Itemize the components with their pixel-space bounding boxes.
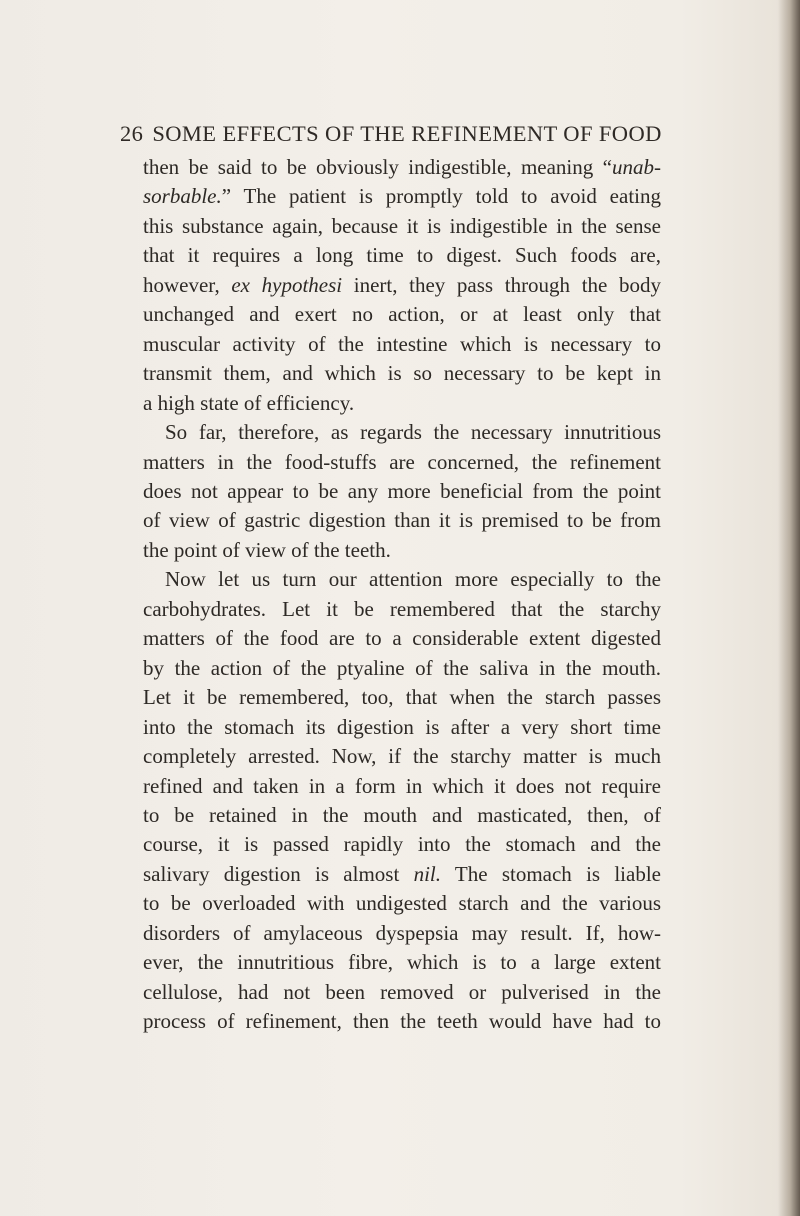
text-line: to be overloaded with undigested starch and the various xyxy=(143,891,661,916)
text-line: this substance again, because it is indigestible in the sense xyxy=(143,213,661,238)
text-line: ever, the innutritious fibre, which is to a large extent xyxy=(143,950,661,975)
text-line: carbohydrates. Let it be remembered that the starchy xyxy=(143,596,661,621)
text-line: course, it is passed rapidly into the stomach and the xyxy=(143,832,661,857)
text-line: Let it be remembered, too, that when the starch passes xyxy=(143,685,661,710)
text-line: into the stomach its digestion is after a very short time xyxy=(143,714,661,739)
page-number: 26 xyxy=(120,121,144,146)
text-line: Now let us turn our attention more especially to the xyxy=(165,567,661,592)
page-edge-shadow xyxy=(778,0,800,1216)
text-line: process of refinement, then the teeth would have had to xyxy=(143,1009,661,1034)
body-text xyxy=(143,153,661,1037)
text-line: transmit them, and which is so necessary to be kept in xyxy=(143,361,661,386)
text-line: So far, therefore, as regards the necessary innutritious xyxy=(165,420,661,445)
running-header xyxy=(120,121,662,147)
text-line: cellulose, had not been removed or pulverised in the xyxy=(143,979,661,1004)
text-line: muscular activity of the intestine which is necessary to xyxy=(143,331,661,356)
text-line: by the action of the ptyaline of the saliva in the mouth. xyxy=(143,655,661,680)
text-line: the point of view of the teeth. xyxy=(143,537,391,562)
text-line: refined and taken in a form in which it does not require xyxy=(143,773,661,798)
text-line: a high state of efficiency. xyxy=(143,390,355,415)
text-line: unchanged and exert no action, or at least only that xyxy=(143,302,661,327)
text-line: completely arrested. Now, if the starchy matter is much xyxy=(143,744,661,769)
text-line: that it requires a long time to digest. Such foods are, xyxy=(143,243,661,268)
text-line: matters in the food-stuffs are concerned, the refinement xyxy=(143,449,661,474)
text-line: salivary digestion is almost nil. The stomach is liable xyxy=(143,861,661,886)
text-line: sorbable.” The patient is promptly told to avoid eating xyxy=(143,184,661,209)
text-line: of view of gastric digestion than it is premised to be from xyxy=(143,508,661,533)
text-line: to be retained in the mouth and masticated, then, of xyxy=(143,802,661,827)
text-line: does not appear to be any more beneficial from the point xyxy=(143,478,661,503)
text-line: disorders of amylaceous dyspepsia may result. If, how- xyxy=(143,920,661,945)
text-line: then be said to be obviously indigestible, meaning “unab- xyxy=(143,155,661,179)
running-title: SOME EFFECTS OF THE REFINEMENT OF FOOD xyxy=(152,121,662,146)
text-line: however, ex hypothesi inert, they pass through the body xyxy=(143,272,661,297)
text-line: matters of the food are to a considerable extent digested xyxy=(143,626,661,651)
